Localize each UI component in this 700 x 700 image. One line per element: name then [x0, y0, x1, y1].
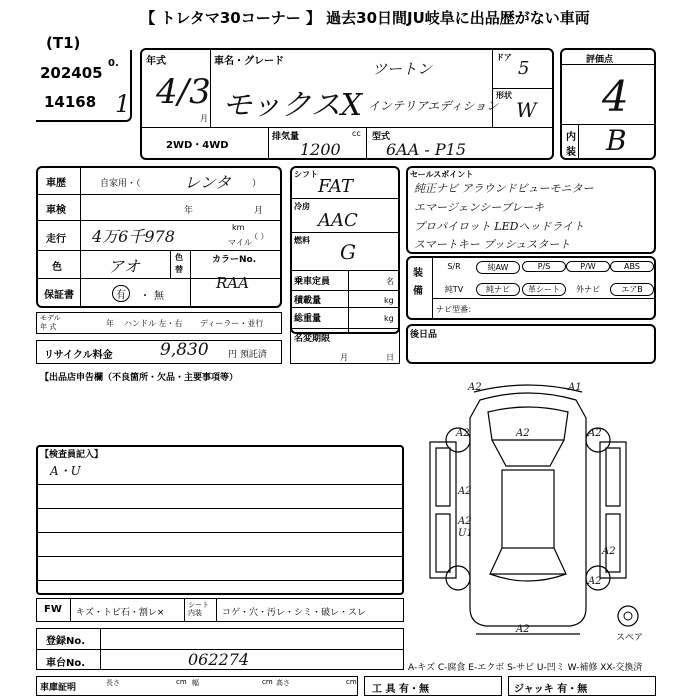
door-value: 5 — [518, 58, 530, 79]
equip-navi: 純ナビ — [476, 283, 520, 296]
inspector-box — [36, 445, 404, 595]
equip-tv: 純TV — [444, 285, 464, 294]
equip-alloy-wheels: 純AW — [476, 261, 520, 274]
color-change-2: 替 — [175, 265, 183, 274]
capacity-label: 乗車定員 — [294, 277, 331, 287]
damage-mark: A2 — [516, 624, 530, 635]
name-change-day: 日 — [386, 353, 394, 362]
inspection-label: 車検 — [46, 205, 66, 216]
shape-value: W — [516, 98, 537, 122]
damage-mark: U1 — [458, 528, 473, 539]
equip-sunroof: S/R — [447, 262, 461, 271]
damage-mark: A2 — [588, 428, 602, 439]
equip-power-windows: P/W — [566, 261, 610, 272]
model-type-value: 6AA - P15 — [386, 140, 466, 159]
shape-label: 形状 — [496, 91, 512, 100]
after-items-label: 後日品 — [410, 330, 438, 340]
shift-value: FAT — [318, 176, 353, 197]
warranty-dot: ・ — [140, 291, 150, 302]
damage-mark: A2 — [602, 546, 616, 557]
interior-label-1: 内 — [566, 132, 576, 143]
tag-date: 202405 — [40, 64, 103, 82]
fuel-label: 燃料 — [294, 236, 310, 245]
declaration-label: 【出品店申告欄（不良箇所・欠品・主要事項等） — [40, 373, 239, 383]
equipment-label-2: 備 — [413, 286, 423, 297]
mileage-value: 4万6千978 — [92, 227, 175, 246]
spare-label: スペア — [616, 633, 644, 643]
sales-line: スマートキー プッシュスタート — [414, 238, 571, 251]
mileage-paren: （ ） — [250, 232, 269, 241]
seat-label: シート内装 — [188, 601, 209, 617]
mileage-label: 走行 — [46, 234, 66, 245]
tools-label: 工 具 有・無 — [372, 684, 429, 695]
history-close: ） — [252, 179, 262, 189]
handle-label: ハンドル 左・右 — [124, 319, 183, 328]
auction-banner: 【 トレタマ30コーナー 】 過去30日間JU岐阜に出品歴がない車両 — [140, 9, 590, 27]
seat-options: コゲ・穴・汚レ・シミ・破レ・スレ — [222, 608, 367, 618]
damage-mark: A2 — [458, 486, 472, 497]
damage-mark: A2 — [516, 428, 530, 439]
history-options: 自家用・（ — [100, 179, 141, 189]
damage-mark: A2 — [456, 428, 470, 439]
grade-value-1: ツートン — [372, 60, 433, 78]
model-year-year: 年 — [106, 319, 114, 328]
fw-options: キズ・トビ石・割レ× — [76, 608, 165, 618]
score-label: 評価点 — [586, 55, 614, 65]
dealer-label: ディーラー・並行 — [200, 319, 264, 328]
car-damage-diagram — [410, 378, 650, 638]
recycle-value: 9,830 — [160, 340, 209, 360]
equip-power-steering: P/S — [522, 261, 566, 272]
name-grade-label: 車名・グレード — [214, 56, 284, 67]
model-type-label: 型式 — [372, 132, 391, 142]
year-value: 4/3 — [156, 72, 211, 112]
tag-number: 14168 — [44, 93, 97, 111]
car-name-value: モックスX — [222, 88, 363, 123]
year-label: 年式 — [146, 56, 166, 67]
shift-label: シフト — [294, 170, 318, 179]
after-items-box — [406, 324, 656, 364]
score-value: 4 — [602, 72, 629, 121]
cert-height-unit: cm — [346, 678, 357, 686]
interior-label-2: 装 — [566, 147, 576, 158]
fw-label: FW — [44, 604, 62, 615]
inspector-note: A・U — [50, 464, 81, 478]
displacement-value: 1200 — [300, 140, 341, 159]
sales-line: エマージェンシーブレーキ — [414, 201, 545, 214]
capacity-unit: 名 — [386, 277, 394, 286]
registration-label: 登録No. — [46, 636, 86, 647]
load-label: 積載量 — [294, 296, 322, 306]
displacement-unit: cc — [352, 129, 361, 138]
equipment-label-1: 装 — [413, 268, 423, 279]
cert-width-unit: cm — [262, 678, 273, 686]
ac-label: 冷房 — [294, 202, 310, 211]
inspection-year: 年 — [184, 206, 194, 216]
no-label: 0. — [108, 58, 119, 69]
damage-legend: A-キズ C-腐食 E-エクボ S-サビ U-凹ミ W-補修 XX-交換済 — [408, 663, 643, 673]
color-no-label: カラーNo. — [212, 255, 257, 265]
year-month-unit: 月 — [200, 114, 208, 123]
chassis-value: 062274 — [188, 650, 250, 669]
color-no-value: RAA — [216, 274, 249, 292]
sales-points-label: セールスポイント — [410, 170, 474, 179]
recycle-label: リサイクル料金 — [44, 350, 113, 361]
jack-label: ジャッキ 有・無 — [514, 684, 588, 695]
sales-line: 純正ナビ アラウンドビューモニター — [414, 182, 594, 195]
load-unit: kg — [384, 296, 394, 305]
damage-mark: A2 — [588, 576, 602, 587]
door-label: ドア — [496, 53, 512, 62]
sales-line: プロパイロット LEDヘッドライト — [414, 220, 585, 233]
interior-value: B — [606, 124, 627, 157]
garage-cert-label: 車庫証明 — [40, 683, 77, 693]
gross-label: 総重量 — [294, 314, 322, 324]
color-value: アオ — [108, 257, 140, 276]
cert-length-unit: cm — [176, 678, 187, 686]
cert-length-label: 長さ — [106, 679, 120, 687]
gross-unit: kg — [384, 314, 394, 323]
model-year-label-2: 年 式 — [40, 323, 57, 331]
name-change-month: 月 — [340, 353, 348, 362]
grade-value-2: インテリアエディション — [368, 99, 499, 113]
fuel-value: G — [340, 240, 356, 264]
mileage-unit-mile: マイル — [228, 238, 252, 247]
displacement-label: 排気量 — [272, 132, 300, 142]
chassis-label: 車台No. — [46, 658, 86, 669]
warranty-yes: 有 — [112, 285, 130, 302]
recycle-unit: 円 預託済 — [228, 350, 267, 360]
damage-mark: A2 — [468, 382, 482, 393]
no-value: 1 — [115, 90, 131, 118]
damage-mark: A2 — [458, 516, 472, 527]
damage-mark: A1 — [568, 382, 582, 393]
model-year-label-1: モデル — [40, 314, 61, 322]
navi-model-label: ナビ型番： — [436, 305, 476, 314]
equip-aftermarket-navi: 外ナビ — [576, 285, 600, 294]
drive-label: 2WD・4WD — [166, 140, 229, 151]
mileage-unit-km: km — [232, 223, 245, 232]
equip-abs: ABS — [610, 261, 654, 272]
history-value: レンタ — [184, 173, 231, 192]
ac-value: AAC — [318, 210, 358, 231]
history-label: 車歴 — [46, 178, 66, 189]
inspection-month: 月 — [254, 206, 264, 216]
spare-tire-icon — [616, 604, 640, 628]
cert-height-label: 高さ — [276, 679, 290, 687]
warranty-label: 保証書 — [44, 290, 74, 301]
name-change-label: 名変期限 — [294, 334, 331, 344]
color-label: 色 — [52, 262, 62, 273]
equip-leather-seats: 革シート — [522, 283, 566, 296]
equip-airbag: エアB — [610, 283, 654, 296]
warranty-no: 無 — [154, 291, 164, 302]
tag-code: (T1) — [46, 34, 81, 52]
cert-width-label: 幅 — [192, 679, 199, 687]
inspector-label: 【検査員記入】 — [40, 450, 104, 460]
color-change-1: 色 — [175, 253, 183, 262]
